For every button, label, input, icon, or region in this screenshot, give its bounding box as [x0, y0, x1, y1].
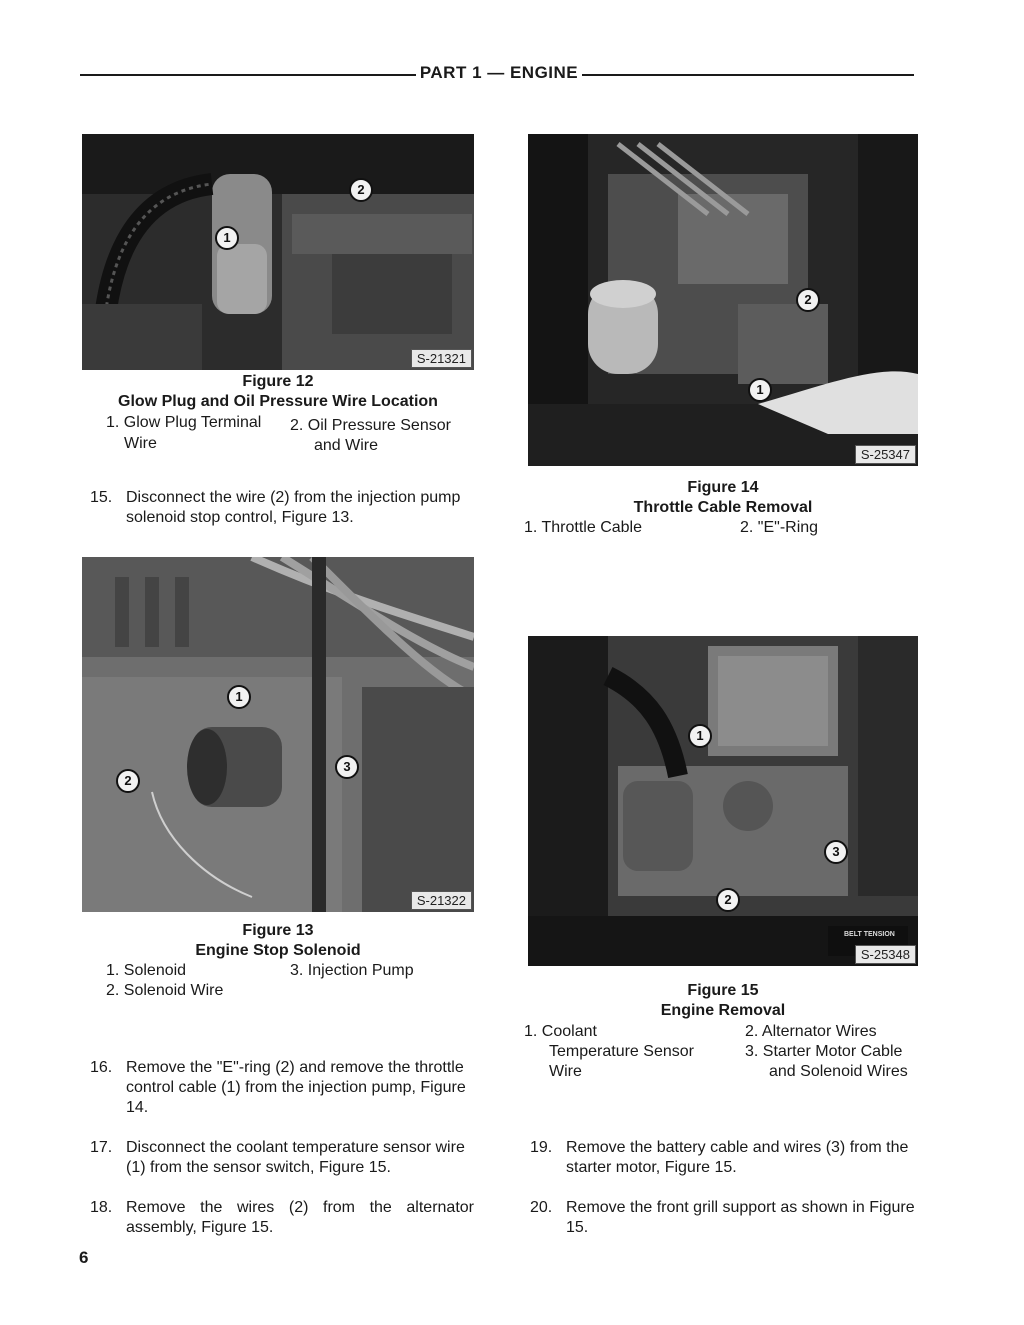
figure-13-callout-2: 2: [116, 769, 140, 793]
step-text: Disconnect the wire (2) from the injection pump solenoid stop control, Figure 13.: [126, 489, 461, 526]
figure-12-photo-tag: S-21321: [411, 349, 472, 368]
step-number: 18.: [90, 1199, 113, 1216]
figure-15-callout-1: 1: [688, 724, 712, 748]
figure-15-item-3: 3. Starter Motor Cable: [745, 1043, 903, 1060]
step-text: Disconnect the coolant temperature sensor wire (1) from the sensor switch, Figure 15.: [126, 1139, 465, 1176]
figure-12-item-2: 2. Oil Pressure Sensor: [290, 417, 451, 434]
belt-tension-plate: BELT TENSION: [844, 931, 895, 938]
step-number: 16.: [90, 1059, 113, 1076]
figure-13-item-2: 2. Solenoid Wire: [106, 982, 224, 999]
figure-15-item-1: 1. Coolant: [524, 1023, 597, 1040]
step-number: 15.: [90, 489, 113, 506]
figure-14-label: Figure 14: [687, 479, 759, 496]
step-number: 20.: [530, 1199, 553, 1216]
figure-13-item-3: 3. Injection Pump: [290, 962, 414, 979]
figure-14-item-2: 2. "E"-Ring: [740, 519, 819, 536]
step-number: 19.: [530, 1139, 553, 1156]
figure-15-callout-2: 2: [716, 888, 740, 912]
figure-14-callout-2: 2: [796, 288, 820, 312]
figure-13-callout-3: 3: [335, 755, 359, 779]
figure-12-title: Glow Plug and Oil Pressure Wire Location: [118, 393, 438, 410]
figure-13-title: Engine Stop Solenoid: [195, 942, 361, 959]
figure-13-callout-1: 1: [227, 685, 251, 709]
figure-15-photo: [528, 636, 918, 966]
figure-12-item-1-cont: Wire: [124, 435, 157, 452]
page-header: PART 1 — ENGINE: [419, 63, 579, 82]
figure-12-item-2-cont: and Wire: [314, 437, 379, 454]
figure-15-item-3-cont: and Solenoid Wires: [769, 1063, 908, 1080]
header-rule-left: [80, 74, 416, 76]
figure-13-photo: [82, 557, 474, 912]
figure-15-engine-image: [528, 636, 918, 966]
step-number: 17.: [90, 1139, 113, 1156]
figure-14-photo-tag: S-25347: [855, 445, 916, 464]
header-rule-right: [582, 74, 914, 76]
figure-12-engine-image: [82, 134, 474, 370]
step-text: Remove the battery cable and wires (3) from the starter motor, Figure 15.: [566, 1139, 909, 1176]
figure-12-photo: [82, 134, 474, 370]
figure-12-callout-1: 1: [215, 226, 239, 250]
figure-15-label: Figure 15: [687, 982, 759, 999]
step-text: Remove the wires (2) from the alternator assembly, Figure 15.: [126, 1199, 474, 1236]
figure-12-label: Figure 12: [242, 373, 314, 390]
figure-15-title: Engine Removal: [660, 1002, 786, 1019]
figure-13-item-1: 1. Solenoid: [106, 962, 187, 979]
figure-13-engine-image: [82, 557, 474, 912]
figure-14-title: Throttle Cable Removal: [633, 499, 813, 516]
figure-12-callout-2: 2: [349, 178, 373, 202]
figure-14-item-1: 1. Throttle Cable: [524, 519, 642, 536]
figure-15-callout-3: 3: [824, 840, 848, 864]
figure-15-item-1-cont2: Wire: [549, 1063, 582, 1080]
step-text: Remove the "E"-ring (2) and remove the throttle control cable (1) from the injection pump, Figure 14.: [126, 1059, 466, 1116]
figure-15-photo-tag: S-25348: [855, 945, 916, 964]
figure-14-engine-image: [528, 134, 918, 466]
figure-15-item-2: 2. Alternator Wires: [745, 1023, 877, 1040]
figure-14-photo: [528, 134, 918, 466]
figure-12-item-1: 1. Glow Plug Terminal: [106, 414, 262, 431]
figure-14-callout-1: 1: [748, 378, 772, 402]
figure-13-photo-tag: S-21322: [411, 891, 472, 910]
step-text: Remove the front grill support as shown in Figure 15.: [566, 1199, 915, 1236]
page-number: 6: [79, 1248, 89, 1267]
figure-15-item-1-cont: Temperature Sensor: [549, 1043, 694, 1060]
figure-13-label: Figure 13: [242, 922, 314, 939]
